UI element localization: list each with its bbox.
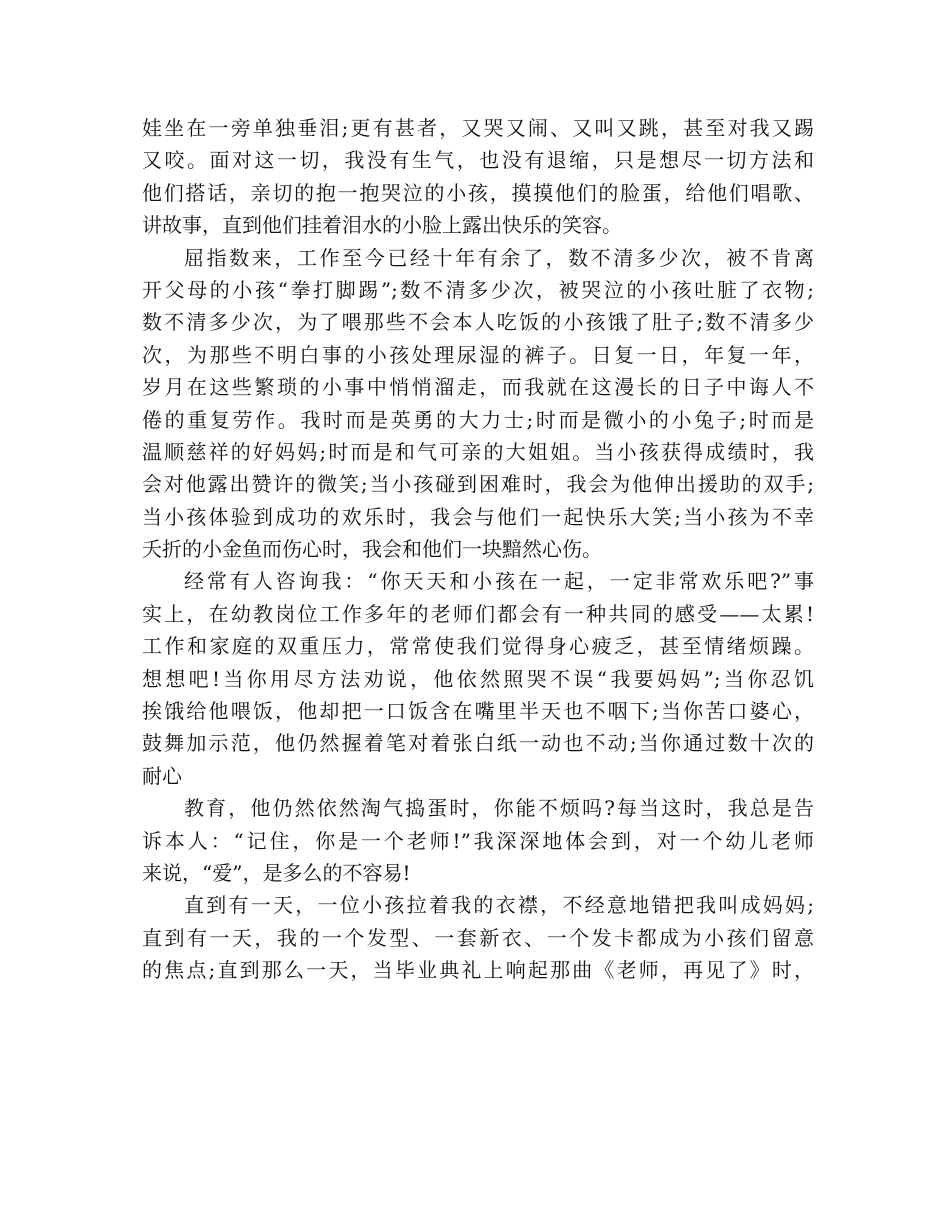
text-line: 来说，“爱”，是多么的不容易! — [142, 860, 411, 885]
paragraph — [142, 242, 814, 566]
paragraph — [142, 112, 814, 242]
text-line: 耐心 — [142, 763, 182, 788]
paragraph — [142, 889, 814, 986]
paragraph — [142, 792, 814, 889]
text-line: 他们搭话，亲切的抱一抱哭泣的小孩，摸摸他们的脸蛋，给他们唱歌、 — [142, 180, 814, 205]
text-line: 直到有一天，我的一个发型、一套新衣、一个发卡都成为小孩们留意 — [142, 925, 814, 950]
text-line: 教育，他仍然依然淘气捣蛋时，你能不烦吗?每当这时，我总是告 — [184, 796, 814, 821]
text-line: 又咬。面对这一切，我没有生气，也没有退缩，只是想尽一切方法和 — [142, 148, 814, 173]
text-line: 想想吧!当你用尽方法劝说，他依然照哭不误“我要妈妈”;当你忍饥 — [142, 666, 814, 691]
text-line: 开父母的小孩“拳打脚踢”;数不清多少次，被哭泣的小孩吐脏了衣物; — [142, 277, 814, 302]
text-line: 工作和家庭的双重压力，常常使我们觉得身心疲乏，甚至情绪烦躁。 — [142, 634, 814, 659]
text-line: 实上，在幼教岗位工作多年的老师们都会有一种共同的感受——太累! — [142, 601, 814, 626]
text-line: 数不清多少次，为了喂那些不会本人吃饭的小孩饿了肚子;数不清多少 — [142, 310, 814, 335]
text-line: 的焦点;直到那么一天，当毕业典礼上响起那曲《老师，再见了》时， — [142, 958, 814, 983]
text-line: 挨饿给他喂饭，他却把一口饭含在嘴里半天也不咽下;当你苦口婆心， — [142, 699, 814, 724]
text-line: 倦的重复劳作。我时而是英勇的大力士;时而是微小的小兔子;时而是 — [142, 407, 814, 432]
body-text — [142, 112, 814, 987]
text-line: 岁月在这些繁琐的小事中悄悄溜走，而我就在这漫长的日子中诲人不 — [142, 375, 814, 400]
text-line: 会对他露出赞许的微笑;当小孩碰到困难时，我会为他伸出援助的双手; — [142, 472, 814, 497]
text-line: 经常有人咨询我：“你天天和小孩在一起，一定非常欢乐吧?”事 — [184, 569, 814, 594]
text-line: 讲故事，直到他们挂着泪水的小脸上露出快乐的笑容。 — [142, 213, 622, 238]
text-line: 夭折的小金鱼而伤心时，我会和他们一块黯然心伤。 — [142, 537, 602, 562]
paragraph — [142, 565, 814, 792]
text-line: 直到有一天，一位小孩拉着我的衣襟，不经意地错把我叫成妈妈; — [184, 893, 814, 918]
text-line: 鼓舞加示范，他仍然握着笔对着张白纸一动也不动;当你通过数十次的 — [142, 731, 814, 756]
text-line: 娃坐在一旁单独垂泪;更有甚者，又哭又闹、又叫又跳，甚至对我又踢 — [142, 116, 814, 140]
text-line: 次，为那些不明白事的小孩处理尿湿的裤子。日复一日，年复一年， — [142, 342, 814, 367]
text-line: 当小孩体验到成功的欢乐时，我会与他们一起快乐大笑;当小孩为不幸 — [142, 504, 814, 529]
text-line: 温顺慈祥的好妈妈;时而是和气可亲的大姐姐。当小孩获得成绩时，我 — [142, 439, 814, 464]
text-line: 屈指数来，工作至今已经十年有余了，数不清多少次，被不肯离 — [184, 245, 814, 270]
text-line: 诉本人：“记住，你是一个老师!”我深深地体会到，对一个幼儿老师 — [142, 828, 814, 853]
